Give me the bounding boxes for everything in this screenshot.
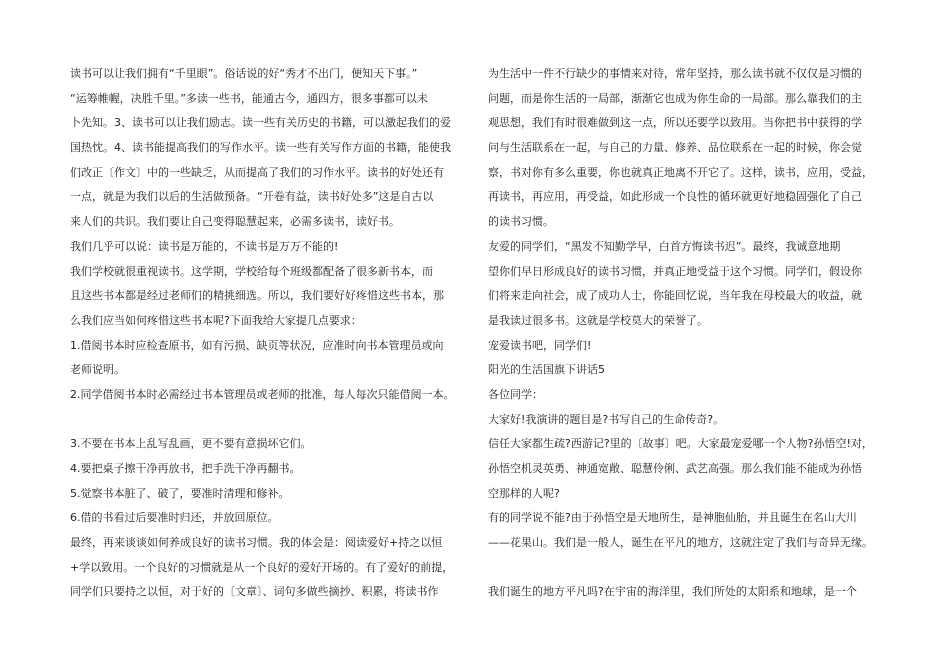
text-line: 一点，就是为我们以后的生活做预备。“开卷有益，读书好处多”这是自古以 xyxy=(70,190,434,204)
text-line: ——花果山。我们是一般人，诞生在平凡的地方，这就注定了我们与奇异无缘。 xyxy=(488,536,873,550)
text-line: 望你们早日形成良好的读书习惯，并真正地受益于这个习惯。同学们，假设你 xyxy=(488,264,862,278)
text-line: 同学们只要持之以恒，对于好的〔文章〕、词句多做些摘抄、积累，将读书作 xyxy=(70,585,439,599)
text-line: 4.要把桌子擦干净再放书，把手洗干净再翻书。 xyxy=(70,462,301,475)
text-line: 且这些书本都是经过老师们的精挑细选。所以，我们要好好疼惜这些书本，那 xyxy=(70,289,444,303)
text-line: 察，书对你有多么重要，你也就真正地离不开它了。这样，读书，应用，受益， xyxy=(488,165,873,179)
text-line: 们改正〔作文〕中的一些缺乏，从而提高了我们的习作水平。读书的好处还有 xyxy=(70,165,444,179)
text-line: 问与生活联系在一起，与自己的力量、修养、品位联系在一起的时候，你会觉 xyxy=(488,141,862,155)
text-line: +学以致用。一个良好的习惯就是从一个良好的爱好开场的。有了爱好的前提， xyxy=(70,560,454,574)
text-line: 我们学校就很重视读书。这学期，学校给每个班级都配备了很多新书本，而 xyxy=(70,264,433,278)
text-line: 各位同学： xyxy=(488,387,543,401)
text-line: 们将来走向社会，成了成功人士，你能回忆说，当年我在母校最大的收益，就 xyxy=(488,289,862,303)
text-line: 6.借的书看过后要准时归还，并放回原位。 xyxy=(70,511,279,525)
text-line: 空那样的人呢? xyxy=(488,486,560,500)
text-line: 问题，而是你生活的一局部，渐渐它也成为你生命的一局部。那么靠我们的主 xyxy=(488,91,862,105)
left-text-column xyxy=(70,62,470,605)
text-line: 有的同学说不能?由于孙悟空是天地所生，是神胞仙胎，并且诞生在名山大川 xyxy=(488,511,857,525)
text-line: 1.借阅书本时应检查原书，如有污损、缺页等状况，应准时向书本管理员或向 xyxy=(70,338,444,352)
text-line: 国热忱。4、读书能提高我们的写作水平。读一些有关写作方面的书籍，能使我 xyxy=(70,141,451,155)
text-line: 来人们的共识。我们要让自己变得聪慧起来，必需多读书，读好书。 xyxy=(70,215,400,229)
text-line: 3.不要在书本上乱写乱画，更不要有意损坏它们。 xyxy=(70,437,312,451)
text-line: 的读书习惯。 xyxy=(488,215,554,229)
text-line: 友爱的同学们，“黑发不知勤学早，白首方悔读书迟”。最终，我诚意地期 xyxy=(488,239,841,253)
text-line: 老师说明。 xyxy=(70,363,125,377)
section-title: 阳光的生活国旗下讲话5 xyxy=(488,363,605,377)
text-line: 再读书，再应用，再受益，如此形成一个良性的循环就更好地稳固强化了自己 xyxy=(488,190,862,204)
blank-line xyxy=(488,556,890,581)
text-line: “运筹帷幄，决胜千里。”多读一些书，能通古今，通四方，很多事都可以未 xyxy=(70,91,428,105)
text-line: 为生活中一件不行缺少的事情来对待，常年坚持，那么读书就不仅仅是习惯的 xyxy=(488,67,862,80)
text-line: 最终，再来谈谈如何养成良好的读书习惯。我的体会是：阅读爱好+持之以恒 xyxy=(70,536,443,550)
text-line: 2.同学借阅书本时必需经过书本管理员或老师的批准，每人每次只能借阅一本。 xyxy=(70,387,455,401)
text-line: 大家好!我演讲的题目是?书写自己的生命传奇?。 xyxy=(488,412,725,426)
text-line: 我们诞生的地方平凡吗?在宇宙的海洋里，我们所处的太阳系和地球，是一个 xyxy=(488,585,857,599)
text-line: 卜先知。3、读书可以让我们励志。读一些有关历史的书籍，可以激起我们的爱 xyxy=(70,116,451,130)
text-line: 5.觉察书本脏了、破了，要准时清理和修补。 xyxy=(70,486,290,500)
text-line: 读书可以让我们拥有“千里眼”。俗话说的好“秀才不出门，便知天下事。” xyxy=(70,67,418,80)
text-line: 孙悟空机灵英勇、神通宽敞、聪慧伶俐、武艺高强。那么我们能不能成为孙悟 xyxy=(488,462,862,475)
text-line: 宠爱读书吧，同学们! xyxy=(488,338,592,352)
text-line: 么我们应当如何疼惜这些书本呢?下面我给大家提几点要求： xyxy=(70,313,362,327)
blank-line xyxy=(70,408,470,433)
right-text-column xyxy=(488,62,890,605)
text-line: 观思想，我们有时很难做到这一点，所以还要学以致用。当你把书中获得的学 xyxy=(488,116,862,130)
text-line: 我们几乎可以说：读书是万能的，不读书是万万不能的! xyxy=(70,239,339,253)
text-line: 是我读过很多书。这就是学校莫大的荣誉了。 xyxy=(488,313,708,327)
text-line: 信任大家都生疏?西游记?里的〔故事〕吧。大家最宠爱哪一个人物?孙悟空!对， xyxy=(488,437,873,451)
